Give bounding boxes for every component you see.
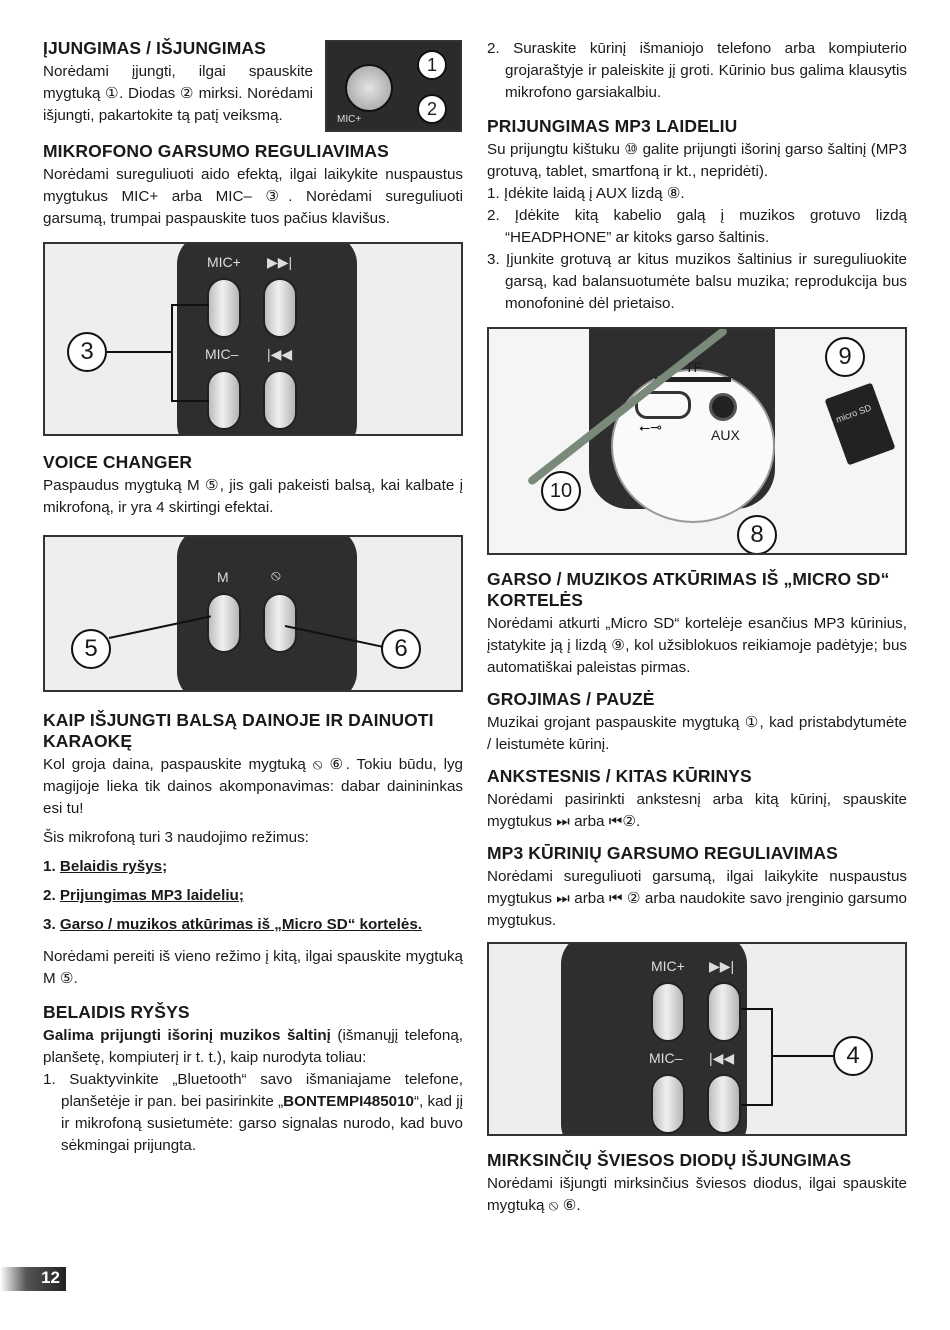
aux-label: AUX [711, 427, 740, 443]
section-title: ANKSTESNIS / KITAS KŪRINYS [487, 766, 752, 786]
page-number: 12 [41, 1268, 60, 1287]
callout-2: 2 [417, 94, 447, 124]
mode-switch-text: Norėdami pereiti iš vieno režimo į kitą, ilgai spauskite mygtuką M ⑤. [43, 948, 463, 987]
section-title: GROJIMAS / PAUZĖ [487, 689, 655, 709]
section-text: Norėdami atkurti „Micro SD“ kortelėje esančius MP3 kūrinius, įstatykite ją į lizdą ⑨, kol užsiblokuos reikiamoje padėtyje; bus automatiškai paleistas pirmas. [487, 615, 907, 676]
section-text: Norėdami įjungti, ilgai spauskite mygtuką ①. Diodas ② mirksi. Norėdami išjungti, pakartokite tą patį veiksmą. [43, 63, 313, 124]
mic-minus-button [207, 370, 241, 430]
next-track-icon: ▶▶| [709, 958, 735, 974]
callout-10: 10 [541, 471, 581, 511]
voice-buttons-figure [43, 535, 463, 692]
page-number-tab [0, 1267, 66, 1291]
right-column [487, 38, 907, 1227]
next-button [263, 278, 297, 338]
cable-step: 2. Įdėkite kitą kabelio galą į muzikos grotuvo lizdą “HEADPHONE” ar kitoks garso šaltinis. [487, 207, 907, 246]
prev-track-icon: |◀◀ [709, 1050, 735, 1066]
m-label: M [217, 569, 229, 585]
section-text: Norėdami išjungti mirksinčius šviesos diodus, ilgai spauskite mygtuką ⦸ ⑥. [487, 1175, 907, 1214]
section-micro-sd [487, 569, 907, 679]
mic-plus-label: MIC+ [337, 114, 362, 125]
mode-item: 3. Garso / muzikos atkūrimas iš „Micro SD“ kortelės. [43, 916, 423, 933]
section-play-pause [487, 689, 907, 756]
section-title: MP3 KŪRINIŲ GARSUMO REGULIAVIMAS [487, 843, 838, 863]
prev-button [707, 1074, 741, 1134]
callout-8: 8 [737, 515, 777, 555]
next-button [707, 982, 741, 1042]
section-title: VOICE CHANGER [43, 452, 193, 472]
vocal-cut-icon: ⦸ [271, 567, 281, 584]
section-power [43, 38, 313, 127]
sd-card [825, 383, 896, 466]
section-title: KAIP IŠJUNGTI BALSĄ DAINOJE IR DAINUOTI KARAOKĘ [43, 710, 434, 751]
bracket-line [741, 1008, 773, 1106]
sd-card-label: micro SD [834, 402, 873, 425]
modes-list [43, 856, 463, 936]
prev-button [263, 370, 297, 430]
section-text: Su prijungtu kištuku ⑩ galite prijungti išorinį garso šaltinį (MP3 grotuvą, tablet, smartfoną ir kt., nepridėti). [487, 141, 907, 180]
section-wireless [43, 1002, 463, 1157]
port-panel [611, 369, 775, 523]
section-title: ĮJUNGIMAS / IŠJUNGIMAS [43, 38, 266, 58]
bracket-line [171, 304, 209, 402]
prev-track-icon: |◀◀ [267, 346, 293, 362]
section-led-off [487, 1150, 907, 1217]
mic-plus-label: MIC+ [651, 958, 685, 974]
m-button [207, 593, 241, 653]
callout-5: 5 [71, 629, 111, 669]
section-karaoke [43, 710, 463, 990]
section-title: PRIJUNGIMAS MP3 LAIDELIU [487, 116, 738, 136]
mic-plus-button [207, 278, 241, 338]
next-track-icon: ▶▶| [267, 254, 293, 270]
section-text: Galima prijungti išorinį muzikos šaltinį (išmanųjį telefoną, planšetę, kompiuterį ir t. t.), kaip nurodyta toliau: [43, 1027, 463, 1066]
track-buttons-figure [487, 942, 907, 1136]
mic-minus-label: MIC– [205, 346, 239, 362]
section-text: Muzikai grojant paspauskite mygtuką ①, kad pristabdytumėte / leistumėte kūrinį. [487, 714, 907, 753]
mic-minus-button [651, 1074, 685, 1134]
section-title: MIRKSINČIŲ ŠVIESOS DIODŲ IŠJUNGIMAS [487, 1150, 852, 1170]
bluetooth-step: 1. Suaktyvinkite „Bluetooth“ savo išmaniajame telefone, planšetėje ir pan. bei pasirinkite „BONTEMPI485010“, kad jį ir mikrofoną susietumėte: garso signalas nurodo, kad buvo sėkmingai prijungta. [43, 1071, 464, 1154]
mode-item: 2. Prijungimas MP3 laideliu; [43, 887, 244, 904]
section-mp3-volume [487, 843, 907, 932]
section-text: Norėdami pasirinkti ankstesnį arba kitą kūrinį, spauskite mygtukus ⏭ arba ⏮②. [487, 791, 907, 830]
power-icon [345, 64, 393, 112]
callout-line [107, 351, 171, 353]
aux-port-figure [487, 327, 907, 555]
callout-4: 4 [833, 1036, 873, 1076]
vocal-cut-button [263, 593, 297, 653]
cable-step: 1. Įdėkite laidą į AUX lizdą ⑧. [487, 185, 685, 202]
mic-minus-label: MIC– [649, 1050, 683, 1066]
callout-9: 9 [825, 337, 865, 377]
modes-intro: Šis mikrofoną turi 3 naudojimo režimus: [43, 829, 309, 846]
section-voice-changer [43, 452, 463, 519]
section-title: MIKROFONO GARSUMO REGULIAVIMAS [43, 141, 389, 161]
usb-icon: ⭠⊸ [639, 419, 662, 435]
callout-3: 3 [67, 332, 107, 372]
tf-label: TF [685, 359, 703, 375]
bluetooth-step-2: 2. Suraskite kūrinį išmaniojo telefono arba kompiuterio grojaraštyje ir paleiskite jį groti. Kūrinio bus galima klausytis mikrofono garsiakalbiu. [487, 40, 907, 101]
callout-line [773, 1055, 835, 1057]
section-prev-next [487, 766, 907, 833]
callout-1: 1 [417, 50, 447, 80]
left-column [43, 38, 463, 1167]
section-text: Norėdami sureguliuoti aido efektą, ilgai laikykite nuspaustus mygtukus MIC+ arba MIC– ③. Norėdami sureguliuoti garsumą, trumpai paspauskite tuos pačius klavišus. [43, 166, 463, 227]
callout-6: 6 [381, 629, 421, 669]
mic-plus-label: MIC+ [207, 254, 241, 270]
section-text: Paspaudus mygtuką M ⑤, jis gali pakeisti balsą, kai kalbate į mikrofoną, ir yra 4 skirtingi efektai. [43, 477, 463, 516]
aux-jack [709, 393, 737, 421]
section-mp3-cable [487, 116, 907, 315]
section-text: Kol groja daina, paspauskite mygtuką ⦸ ⑥. Tokiu būdu, lyg magijoje lieka tik dainos akomponavimas: dabar dainininkas esi tu! [43, 756, 463, 817]
power-button-figure [325, 40, 462, 132]
mic-buttons-figure [43, 242, 463, 436]
section-mic-volume [43, 141, 463, 230]
mic-plus-button [651, 982, 685, 1042]
section-title: BELAIDIS RYŠYS [43, 1002, 190, 1022]
mode-item: 1. Belaidis ryšys; [43, 858, 168, 875]
cable-step: 3. Įjunkite grotuvą ar kitus muzikos šaltinius ir sureguliuokite garsą, kad balansuotumėte balsu muzika; reprodukcija bus monofoninė dėl prietaiso. [487, 251, 907, 312]
section-title: GARSO / MUZIKOS ATKŪRIMAS IŠ „MICRO SD“ KORTELĖS [487, 569, 890, 610]
section-text: Norėdami sureguliuoti garsumą, ilgai laikykite nuspaustus mygtukus ⏭ arba ⏮ ② arba naudokite savo įrenginio garsumo mygtukus. [487, 868, 907, 929]
